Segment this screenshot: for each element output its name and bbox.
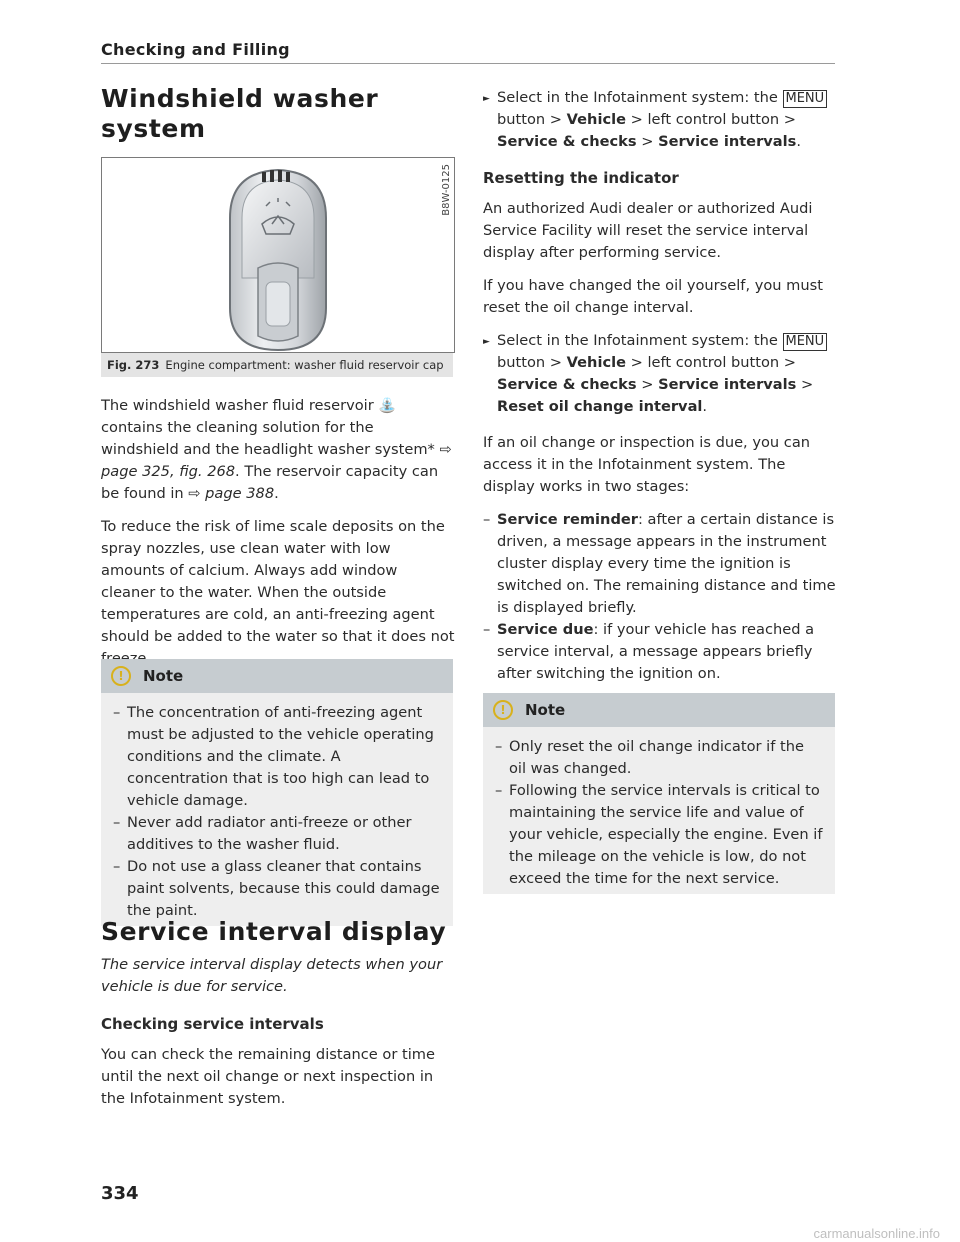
step1-service-intervals: Service intervals xyxy=(658,133,797,150)
note-title: Note xyxy=(143,667,184,685)
step2-f: . xyxy=(702,398,708,415)
step1-a: Select in the Infotainment system: the xyxy=(497,89,778,106)
watermark: carmanualsonline.info xyxy=(0,1226,960,1242)
note-item: – Following the service intervals is critical to maintaining the service life and value of your vehicle, especially the engine. Even if the mileage on the vehicle is low, do not exceed the time for the next service. xyxy=(495,780,823,890)
menu-button-label[interactable]: MENU xyxy=(783,90,828,108)
step2-vehicle: Vehicle xyxy=(566,354,626,371)
title-line-2: system xyxy=(101,114,206,143)
left-column-text xyxy=(101,395,455,681)
stage-item xyxy=(483,619,837,685)
service-intro-block xyxy=(101,954,455,1121)
step1-vehicle: Vehicle xyxy=(566,111,626,128)
note-body xyxy=(483,727,835,894)
step2-service-checks: Service & checks xyxy=(497,376,637,393)
figure-washer-cap xyxy=(101,157,455,353)
stage-text: : if your vehicle has reached a service interval, a message appears briefly after switching the ignition on. xyxy=(497,621,815,682)
para1-d: . xyxy=(274,485,279,502)
note-header xyxy=(101,659,453,693)
service-intro: The service interval display detects when your vehicle is due for service. xyxy=(101,956,443,995)
note-header xyxy=(483,693,835,727)
step2-c: > left control button > xyxy=(630,354,797,371)
step1-b: button > xyxy=(497,111,563,128)
stage-term: Service due xyxy=(497,621,594,638)
step2-d: > xyxy=(641,376,654,393)
step-open-service-intervals xyxy=(483,87,837,153)
washer-cap-illustration xyxy=(102,158,454,352)
stages-list xyxy=(483,509,837,685)
caption-text: Engine compartment: washer fluid reservoir cap xyxy=(165,358,444,372)
dealer-reset-paragraph: An authorized Audi dealer or authorized Audi Service Facility will reset the service interval display after performing service. xyxy=(483,200,813,261)
header-rule xyxy=(101,63,835,64)
access-paragraph: If an oil change or inspection is due, you can access it in the Infotainment system. The display works in two stages: xyxy=(483,434,811,495)
step2-e: > xyxy=(800,376,814,393)
washer-fluid-icon: ⛲ xyxy=(378,397,397,414)
lime-scale-paragraph: To reduce the risk of lime scale deposits on the spray nozzles, use clean water with low amounts of calcium. Always add window cleaner to the water. When the outside temperatures are cold, an anti-freezing agent should be added to the water so that it does not xyxy=(101,518,455,645)
page-number: 334 xyxy=(101,1183,139,1204)
note-box-right xyxy=(483,693,835,894)
washer-paragraph xyxy=(101,395,455,505)
self-reset-paragraph: If you have changed the oil yourself, you must reset the oil change interval. xyxy=(483,277,823,316)
note-title: Note xyxy=(525,701,566,719)
para1-a: The windshield washer fluid reservoir xyxy=(101,397,374,414)
step2-service-intervals: Service intervals xyxy=(658,376,797,393)
right-column-text xyxy=(483,87,837,696)
section-header: Checking and Filling xyxy=(101,40,290,59)
title-line-1: Windshield washer xyxy=(101,84,379,113)
note-list xyxy=(113,702,441,922)
menu-button-label[interactable]: MENU xyxy=(783,333,828,351)
note-box-left xyxy=(101,659,453,926)
note-body xyxy=(101,693,453,926)
xref-page-325[interactable]: ⇨ page 325, fig. 268 xyxy=(101,441,452,480)
step-reset-oil-change xyxy=(483,330,837,418)
figure-code: B8W-0125 xyxy=(441,164,452,216)
heading-checking-intervals: Checking service intervals xyxy=(101,1015,324,1033)
stage-term: Service reminder xyxy=(497,511,638,528)
checking-paragraph: You can check the remaining distance or time until the next oil change or next inspection in the Infotainment system. xyxy=(101,1046,435,1107)
step2-a: Select in the Infotainment system: the xyxy=(497,332,778,349)
step2-reset-oil-change: Reset oil change interval xyxy=(497,398,703,415)
note-item: – The concentration of anti-freezing agent must be adjusted to the vehicle operating conditions and the climate. A concentration that is too high can lead to vehicle damage. xyxy=(113,702,441,812)
note-list xyxy=(495,736,823,890)
heading-resetting-indicator: Resetting the indicator xyxy=(483,169,679,187)
note-icon: ! xyxy=(493,700,513,720)
step1-d: > xyxy=(641,133,654,150)
stage-text: : after a certain distance is driven, a message appears in the instrument cluster display every time the ignition is switched on. The remaining distance and time is displayed briefly. xyxy=(497,511,836,616)
note-item: – Do not use a glass cleaner that contains paint solvents, because this could damage the paint. xyxy=(113,856,441,922)
para1-b: contains the cleaning solution for the windshield and the headlight washer system* xyxy=(101,419,435,458)
note-icon: ! xyxy=(111,666,131,686)
step1-c: > left control button > xyxy=(630,111,797,128)
figure-caption xyxy=(101,353,453,377)
step1-service-checks: Service & checks xyxy=(497,133,637,150)
caption-label: Fig. 273 xyxy=(107,358,160,372)
step1-e: . xyxy=(796,133,801,150)
stage-item xyxy=(483,509,837,619)
section-title-service: Service interval display xyxy=(101,917,447,946)
xref-page-388[interactable]: ⇨ page 388 xyxy=(188,485,275,502)
page-title xyxy=(101,84,378,144)
step2-b: button > xyxy=(497,354,563,371)
para1-c: . The reservoir capacity can be found in xyxy=(101,463,439,502)
note-item: – Only reset the oil change indicator if the oil was changed. xyxy=(495,736,823,780)
note-item: – Never add radiator anti-freeze or other additives to the washer fluid. xyxy=(113,812,441,856)
